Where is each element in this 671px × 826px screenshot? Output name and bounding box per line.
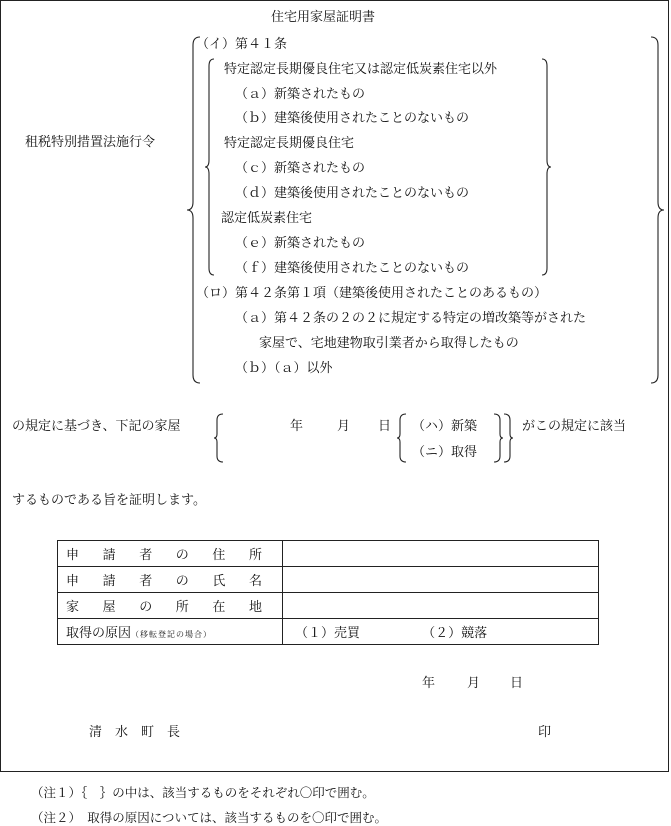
seal-mark: 印 — [538, 725, 552, 740]
table-row-location — [58, 593, 599, 619]
issue-month: 月 — [467, 676, 481, 691]
clause-ro-item-a-line1: （ａ）第４２条の２の２に規定する特定の増改築等がされた — [235, 311, 587, 326]
house-location-label — [58, 593, 283, 619]
issue-year: 年 — [422, 676, 436, 691]
issue-day: 日 — [510, 676, 524, 691]
acquisition-cause-label — [58, 619, 283, 645]
statement-day: 日 — [378, 419, 392, 434]
ordinance-label: 租税特別措置法施行令 — [25, 135, 156, 150]
date-left-brace — [213, 413, 225, 463]
signer-title: 清 水 町 長 — [89, 725, 181, 740]
statement-line2: するものである旨を証明します。 — [12, 493, 206, 508]
label-char: 者 — [139, 548, 153, 563]
clause-ro-heading: （ロ）第４２条第１項（建築後使用されたことのあるもの） — [196, 286, 548, 301]
label-char: 名 — [248, 574, 262, 589]
note-1: （注１）｛ ｝の中は、該当するものをそれぞれ〇印で囲む。 — [31, 785, 375, 800]
label-char: の — [175, 574, 189, 589]
statement-prefix: の規定に基づき、下記の家屋 — [12, 419, 181, 434]
label-char: 在 — [212, 600, 226, 615]
label-char: 氏 — [212, 574, 226, 589]
applicant-address-field[interactable] — [283, 541, 599, 567]
label-char: の — [175, 548, 189, 563]
house-location-field[interactable] — [283, 593, 599, 619]
statement-year: 年 — [290, 419, 304, 434]
statement-month: 月 — [337, 419, 351, 434]
table-row-acquisition-cause — [58, 619, 599, 645]
table-row-name — [58, 567, 599, 593]
group3-item-e: （ｅ）新築されたもの — [235, 236, 366, 251]
option-ni-acquisition: （ニ）取得 — [412, 445, 478, 460]
group3-heading: 認定低炭素住宅 — [221, 211, 313, 226]
applicant-address-label — [58, 541, 283, 567]
group1-item-b: （ｂ）建築後使用されたことのないもの — [235, 111, 470, 126]
group2-heading: 特定認定長期優良住宅 — [224, 136, 355, 151]
clause-ro-item-b: （ｂ）（ａ）以外 — [235, 361, 333, 376]
date-right-brace — [503, 413, 515, 463]
group3-item-f: （ｆ）建築後使用されたことのないもの — [235, 261, 470, 276]
applicant-name-field[interactable] — [283, 567, 599, 593]
note-2: （注２） 取得の原因については、該当するものを〇印で囲む。 — [31, 810, 388, 825]
group1-heading: 特定認定長期優良住宅又は認定低炭素住宅以外 — [224, 62, 498, 77]
group2-item-c: （ｃ）新築されたもの — [235, 161, 366, 176]
label-char: 請 — [102, 574, 116, 589]
label-char: 所 — [175, 600, 189, 615]
option-ha-new-build: （ハ）新築 — [412, 419, 478, 434]
applicant-name-label — [58, 567, 283, 593]
outer-right-brace — [650, 36, 666, 384]
acquisition-cause-options — [283, 619, 599, 645]
label-char: 請 — [102, 548, 116, 563]
applicant-table — [57, 540, 599, 645]
label-char: 家 — [66, 600, 80, 615]
acquisition-cause-text: 取得の原因 — [66, 626, 132, 641]
label-char: 申 — [66, 548, 80, 563]
clause-ro-item-a-line2: 家屋で、宅地建物取引業者から取得したもの — [259, 336, 519, 351]
label-char: 屋 — [102, 600, 116, 615]
option-auction[interactable]: （２）競落 — [422, 626, 488, 641]
label-char: 住 — [212, 548, 226, 563]
statement-suffix: がこの規定に該当 — [522, 419, 627, 434]
label-char: 所 — [248, 548, 262, 563]
clause-i-heading: （イ）第４１条 — [196, 37, 288, 52]
label-char: 地 — [248, 600, 262, 615]
acquisition-left-brace — [396, 413, 408, 463]
label-char: 者 — [139, 574, 153, 589]
group1-item-a: （ａ）新築されたもの — [235, 87, 366, 102]
option-sale[interactable]: （１）売買 — [295, 626, 361, 641]
label-char: の — [139, 600, 153, 615]
table-row-address — [58, 541, 599, 567]
inner-right-brace — [541, 58, 553, 276]
outer-left-brace — [186, 36, 202, 384]
acquisition-cause-note: （移転登記の場合） — [131, 630, 213, 639]
inner-left-brace — [204, 58, 216, 276]
group2-item-d: （ｄ）建築後使用されたことのないもの — [235, 186, 470, 201]
document-title: 住宅用家屋証明書 — [271, 10, 376, 25]
label-char: 申 — [66, 574, 80, 589]
